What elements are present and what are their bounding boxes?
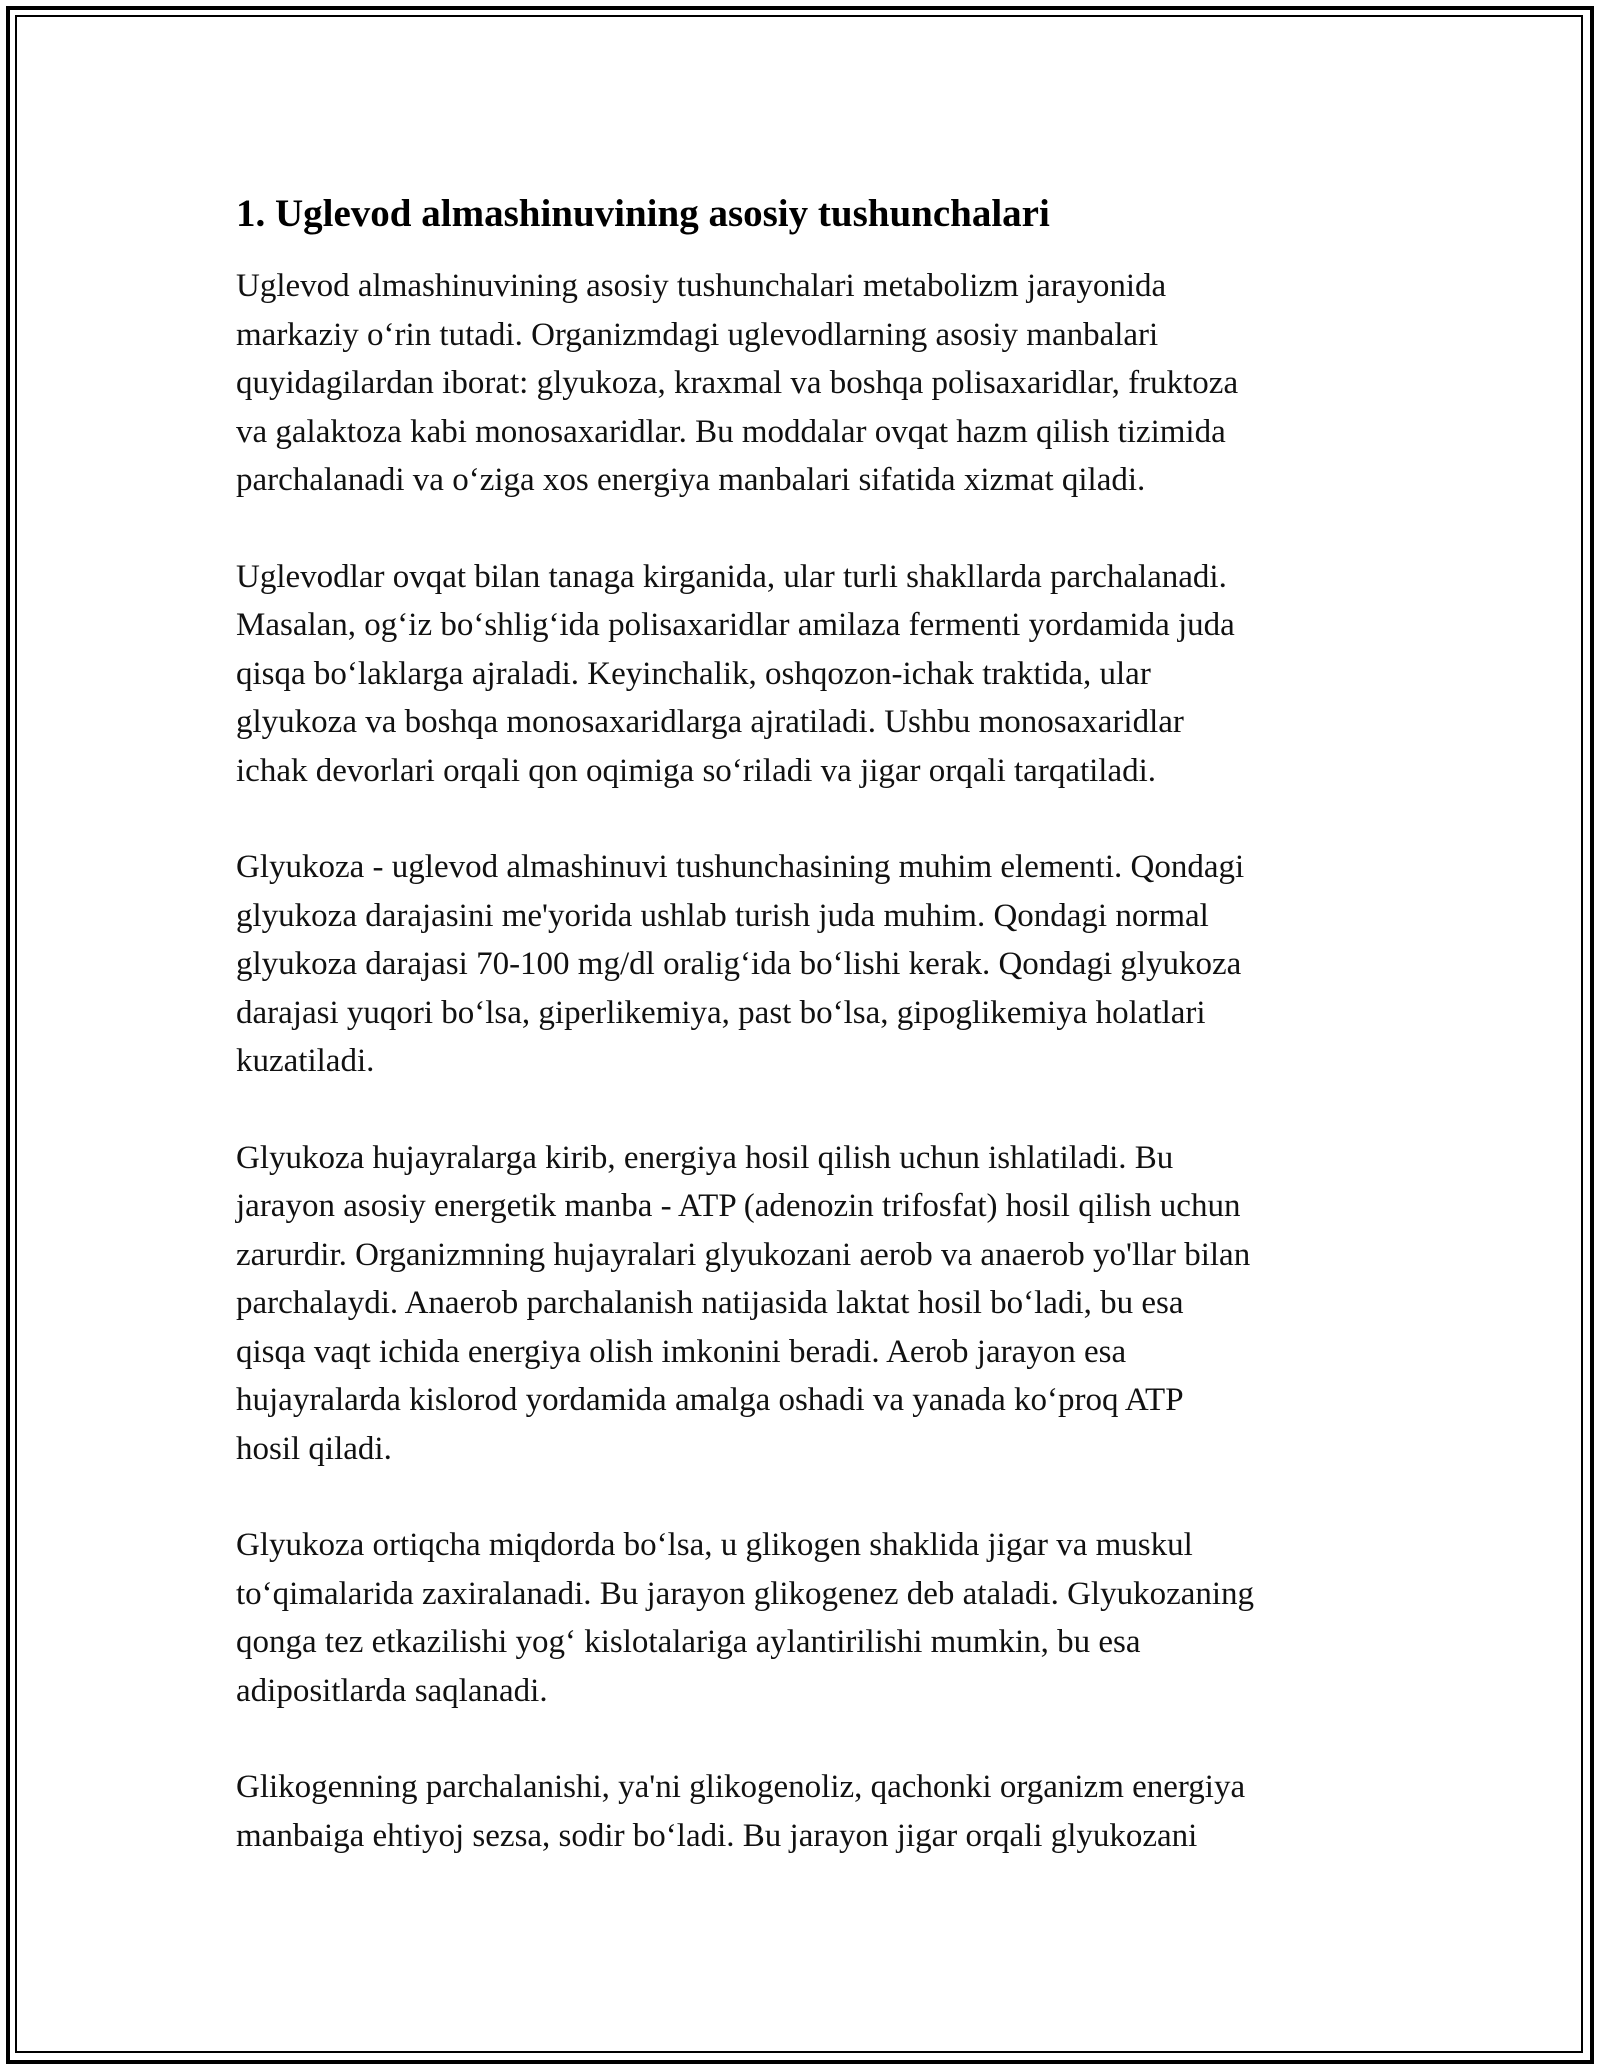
text-line: jarayon asosiy energetik manba - ATP (adenozin trifosfat) hosil qilish uchun — [236, 1188, 1241, 1224]
text-line: parchalanadi va o‘ziga xos energiya manbalari sifatida xizmat qiladi. — [236, 462, 1146, 498]
text-line: hujayralarda kislorod yordamida amalga oshadi va yanada ko‘proq ATP — [236, 1382, 1184, 1418]
text-line: Glyukoza hujayralarga kirib, energiya hosil qilish uchun ishlatiladi. Bu — [236, 1139, 1174, 1176]
text-line: Glikogenning parchalanishi, ya'ni glikogenoliz, qachonki organizm energiya — [236, 1769, 1246, 1805]
text-line: va galaktoza kabi monosaxaridlar. Bu moddalar ovqat hazm qilish tizimida — [236, 413, 1226, 450]
text-line: Uglevodlar ovqat bilan tanaga kirganida, ular turli shakllarda parchalanadi. — [236, 558, 1227, 595]
paragraph-glycogenesis — [236, 1521, 1376, 1715]
text-line: qisqa vaqt ichida energiya olish imkonini beradi. Aerob jarayon esa — [236, 1333, 1127, 1370]
text-line: Glyukoza ortiqcha miqdorda bo‘lsa, u glikogen shaklida jigar va muskul — [236, 1527, 1193, 1563]
text-line: parchalaydi. Anaerob parchalanish natijasida laktat hosil bo‘ladi, bu esa — [236, 1285, 1184, 1321]
text-line: qisqa bo‘laklarga ajraladi. Keyinchalik, oshqozon-ichak traktida, ular — [236, 655, 1151, 692]
text-line: Uglevod almashinuvining asosiy tushunchalari metabolizm jarayonida — [236, 268, 1167, 304]
text-line: hosil qiladi. — [236, 1430, 392, 1467]
paragraph-glycogenolysis — [236, 1763, 1376, 1860]
paragraph-digestion — [236, 553, 1376, 796]
paragraph-energy — [236, 1134, 1376, 1474]
text-line: zarurdir. Organizmning hujayralari glyukozani aerob va anaerob yo'llar bilan — [236, 1236, 1251, 1273]
text-line: manbaiga ehtiyoj sezsa, sodir bo‘ladi. Bu jarayon jigar orqali glyukozani — [236, 1817, 1198, 1854]
paragraph-intro — [236, 262, 1376, 505]
text-line: kuzatiladi. — [236, 1043, 375, 1079]
paragraph-blood-glucose — [236, 843, 1376, 1086]
text-line: Glyukoza - uglevod almashinuvi tushunchasining muhim elementi. Qondagi — [236, 849, 1245, 885]
text-line: markaziy o‘rin tutadi. Organizmdagi uglevodlarning asosiy manbalari — [236, 316, 1159, 353]
text-line: Masalan, og‘iz bo‘shlig‘ida polisaxaridlar amilaza fermenti yordamida juda — [236, 607, 1235, 643]
text-line: ichak devorlari orqali qon oqimiga so‘riladi va jigar orqali tarqatiladi. — [236, 752, 1157, 789]
document-body — [236, 188, 1376, 1908]
text-line: quyidagilardan iborat: glyukoza, kraxmal va boshqa polisaxaridlar, fruktoza — [236, 365, 1239, 401]
text-line: glyukoza va boshqa monosaxaridlarga ajratiladi. Ushbu monosaxaridlar — [236, 704, 1184, 740]
text-line: qonga tez etkazilishi yog‘ kislotalariga aylantirilishi mumkin, bu esa — [236, 1624, 1141, 1660]
text-line: glyukoza darajasi 70-100 mg/dl oralig‘ida bo‘lishi kerak. Qondagi glyukoza — [236, 946, 1242, 982]
text-line: adipositlarda saqlanadi. — [236, 1672, 548, 1709]
text-line: to‘qimalarida zaxiralanadi. Bu jarayon glikogenez deb ataladi. Glyukozaning — [236, 1575, 1255, 1612]
text-line: glyukoza darajasini me'yorida ushlab turish juda muhim. Qondagi normal — [236, 897, 1209, 934]
section-heading: 1. Uglevod almashinuvining asosiy tushunchalari — [236, 192, 1050, 235]
text-line: darajasi yuqori bo‘lsa, giperlikemiya, past bo‘lsa, gipoglikemiya holatlari — [236, 994, 1206, 1031]
